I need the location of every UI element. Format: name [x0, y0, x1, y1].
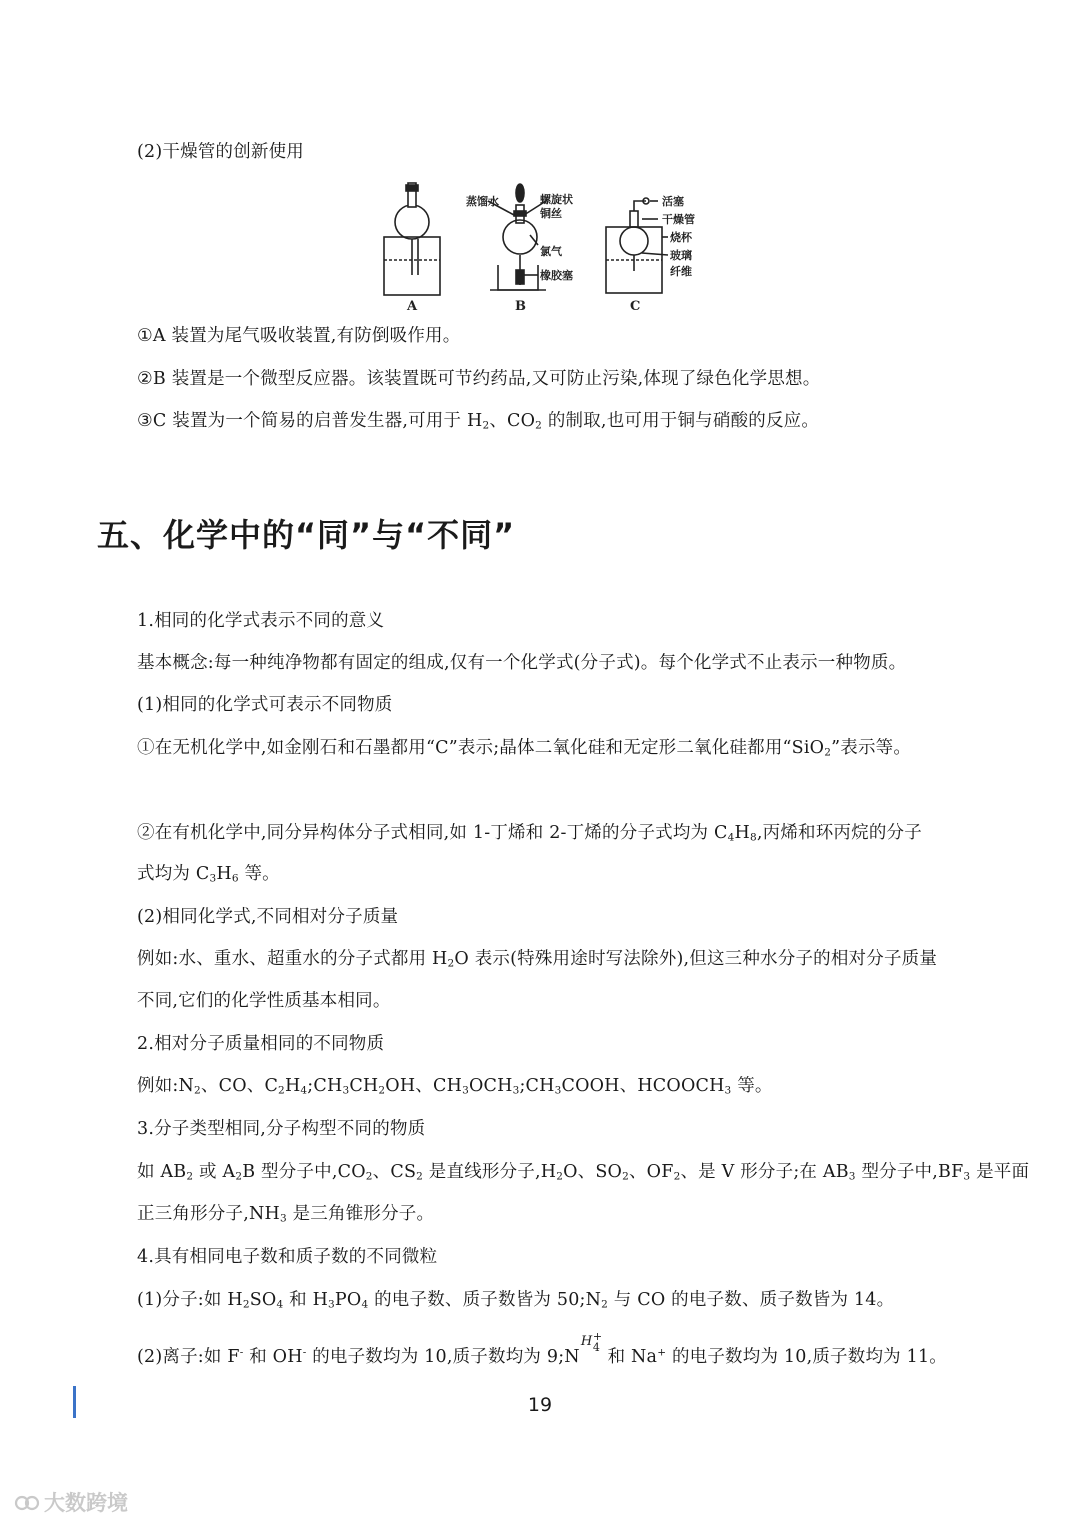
s2-example: 例如$:N_2$、CO、$C_2H_4;CH_3CH_2OH$、$CH_3OCH_3;CH_3COOH$、$HCOOCH_3$ 等。 [137, 1076, 773, 1097]
label-b-rubber-stopper: 橡胶塞 [540, 269, 573, 282]
s1-example-3-line1: 例如:水、重水、超重水的分子式都用 $H_2O$ 表示(特殊用途时写法除外),但这三种水分子的相对分子质量 [137, 949, 938, 970]
s1-example-1: ①在无机化学中,如金刚石和石墨都用“C”表示;晶体二氧化硅和无定形二氧化硅都用“SiO$_2$”表示等。 [137, 738, 912, 759]
label-b: B [515, 299, 526, 314]
watermark [14, 1487, 128, 1517]
label-c-stopcock: 活塞 [662, 195, 684, 208]
page-number: 19 [527, 1394, 553, 1416]
label-c-glass-1: 玻璃 [670, 249, 692, 262]
s1-concept: 基本概念:每一种纯净物都有固定的组成,仅有一个化学式(分子式)。每个化学式不止表示一种物质。 [137, 653, 907, 673]
item-c: ③C 装置为一个简易的启普发生器,可用于 $H_2$、$CO_2$ 的制取,也可用于铜与硝酸的反应。 [137, 411, 820, 432]
s3-title: 3.分子类型相同,分子构型不同的物质 [137, 1119, 426, 1139]
s3-line2: 正三角形分子$,NH_3$ 是三角锥形分子。 [137, 1204, 435, 1225]
ammonium-ion-notation: H + 4 [580, 1330, 603, 1354]
apparatus-figure [380, 175, 710, 315]
watermark-logo-icon [14, 1493, 40, 1513]
s1-example-2-line2: 式均为 $C_3H_6$ 等。 [137, 864, 280, 885]
apparatus-a [384, 183, 440, 295]
label-b-spiral-2: 铜丝 [540, 207, 562, 220]
s1-example-2-line1: ②在有机化学中,同分异构体分子式相同,如 1-丁烯和 2-丁烯的分子式均为 $C_4H_8$,丙烯和环丙烷的分子 [137, 823, 922, 844]
label-b-distilled-water: 蒸馏水 [466, 195, 499, 208]
item-a: ①A 装置为尾气吸收装置,有防倒吸作用。 [137, 326, 461, 346]
s1-sub2: (2)相同化学式,不同相对分子质量 [137, 907, 399, 927]
label-c-beaker: 烧杯 [670, 231, 692, 244]
apparatus-c [606, 198, 668, 293]
s1-sub1: (1)相同的化学式可表示不同物质 [137, 695, 393, 715]
s4-ions: (2)离子:如 F- 和 OH- 的电子数均为 10,质子数均为 9;N H + 4 和 Na+ 的电子数均为 10,质子数均为 11。 [137, 1330, 947, 1367]
subsection-title-drying-tube: (2)干燥管的创新使用 [137, 142, 304, 162]
s4-title: 4.具有相同电子数和质子数的不同微粒 [137, 1247, 438, 1267]
label-a: A [407, 299, 418, 314]
label-c: C [630, 299, 641, 314]
label-c-glass-2: 纤维 [670, 265, 692, 278]
s3-line1: 如 $AB_2$ 或 $A_2B$ 型分子中$,CO_2$、$CS_2$ 是直线形分子$,H_2O$、$SO_2$、$OF_2$、是 V 形分子;在 $AB_3$ 型分子中$,BF_3$ 是平面 [137, 1162, 1030, 1183]
s4-molecules: (1)分子:如 $H_2SO_4$ 和 $H_3PO_4$ 的电子数、质子数皆为 $50;N_2$ 与 CO 的电子数、质子数皆为 14。 [137, 1290, 895, 1311]
label-b-chlorine: 氯气 [540, 245, 562, 258]
s1-title: 1.相同的化学式表示不同的意义 [137, 611, 385, 631]
watermark-text: 大数跨境 [44, 1491, 128, 1515]
s1-example-3-line2: 不同,它们的化学性质基本相同。 [137, 991, 391, 1011]
label-b-spiral-1: 螺旋状 [540, 193, 573, 206]
s2-title: 2.相对分子质量相同的不同物质 [137, 1034, 385, 1054]
label-c-drying-tube: 干燥管 [662, 213, 695, 226]
item-b: ②B 装置是一个微型反应器。该装置既可节约药品,又可防止污染,体现了绿色化学思想。 [137, 369, 821, 389]
section-heading: 五、化学中的“同”与“不同” [97, 516, 516, 554]
